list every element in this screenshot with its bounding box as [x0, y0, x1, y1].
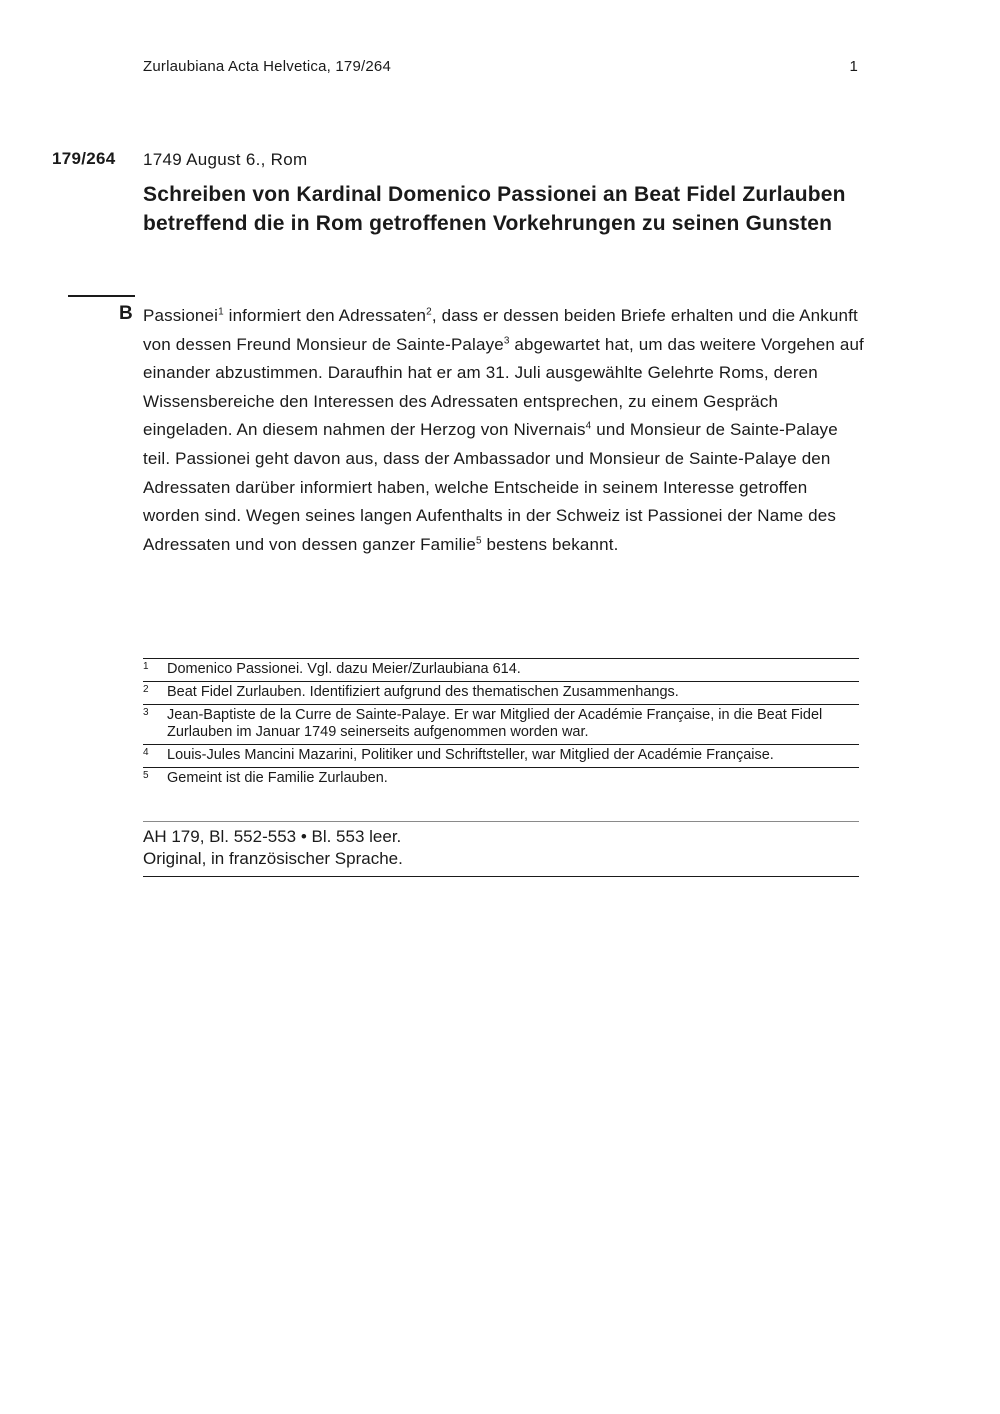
footnote	[143, 704, 859, 744]
footnote-ref: 5	[475, 535, 482, 547]
source-signature: AH 179, Bl. 552-553 • Bl. 553 leer.	[143, 827, 402, 846]
footnote-ref: 4	[585, 420, 592, 432]
footnote-text: Domenico Passionei. Vgl. dazu Meier/Zurlaubiana 614.	[167, 661, 521, 677]
footnote-number: 5	[143, 770, 149, 781]
footnote-text: Louis-Jules Mancini Mazarini, Politiker und Schriftsteller, war Mitglied der Académie Française.	[167, 747, 774, 763]
footnote-number: 4	[143, 747, 149, 758]
footnote-text: Gemeint ist die Familie Zurlauben.	[167, 770, 388, 786]
document-title: Schreiben von Kardinal Domenico Passionei an Beat Fidel Zurlauben betreffend die in Rom getroffenen Vorkehrungen zu seinen Gunsten	[143, 183, 846, 235]
document-summary	[143, 302, 865, 559]
summary-text: und Monsieur de Sainte-Palaye teil. Passionei geht davon aus, dass der Ambassador und Monsieur de Sainte-Palaye den Adressaten darüber informiert haben, welche Entscheide in seinem Interesse getroffen worden sind. Wegen seines langen Aufenthalts in der Schweiz ist Passionei der Name des Adressaten und von dessen ganzer Familie	[143, 420, 838, 554]
margin-letter: B	[119, 303, 133, 324]
source-block	[143, 821, 859, 877]
summary-text: bestens bekannt.	[481, 534, 619, 554]
footnote-number: 2	[143, 684, 149, 695]
footnote	[143, 744, 859, 767]
footnote-ref: 3	[503, 334, 510, 346]
margin-rule	[68, 295, 135, 297]
summary-text: Passionei	[143, 306, 219, 325]
footnote-text: Beat Fidel Zurlauben. Identifiziert aufgrund des thematischen Zusammenhangs.	[167, 684, 679, 700]
document-date-place: 1749 August 6., Rom	[143, 150, 308, 169]
footnote-text: Jean-Baptiste de la Curre de Sainte-Palaye. Er war Mitglied der Académie Française, in die Beat Fidel Zurlauben im Januar 1749 seinerseits aufgenommen worden war.	[167, 707, 823, 740]
footnote-ref: 2	[426, 306, 432, 318]
footnotes	[143, 658, 859, 790]
running-title: Zurlaubiana Acta Helvetica, 179/264	[143, 58, 391, 75]
footnote	[143, 767, 859, 790]
footnote-number: 3	[143, 707, 149, 718]
footnote-number: 1	[143, 661, 149, 672]
summary-text: , dass er dessen beiden Briefe erhalten und die Ankunft von dessen Freund Monsieur de Sainte-Palaye	[143, 306, 858, 354]
running-head	[143, 58, 858, 75]
summary-text: informiert den Adressaten	[223, 306, 427, 325]
footnote	[143, 681, 859, 704]
footnote-ref: 1	[218, 306, 224, 318]
footnote	[143, 658, 859, 681]
summary-text: abgewartet hat, um das weitere Vorgehen auf einander abzustimmen. Daraufhin hat er am 31. Juli ausgewählte Gelehrte Roms, deren Wissensbereiche den Interessen des Adressaten entsprechen, zu einem Gespräch eingeladen. An diesem nahmen der Herzog von Nivernais	[143, 334, 864, 440]
document-number: 179/264	[52, 149, 116, 168]
source-note: Original, in französischer Sprache.	[143, 849, 403, 868]
page-number: 1	[849, 58, 858, 75]
